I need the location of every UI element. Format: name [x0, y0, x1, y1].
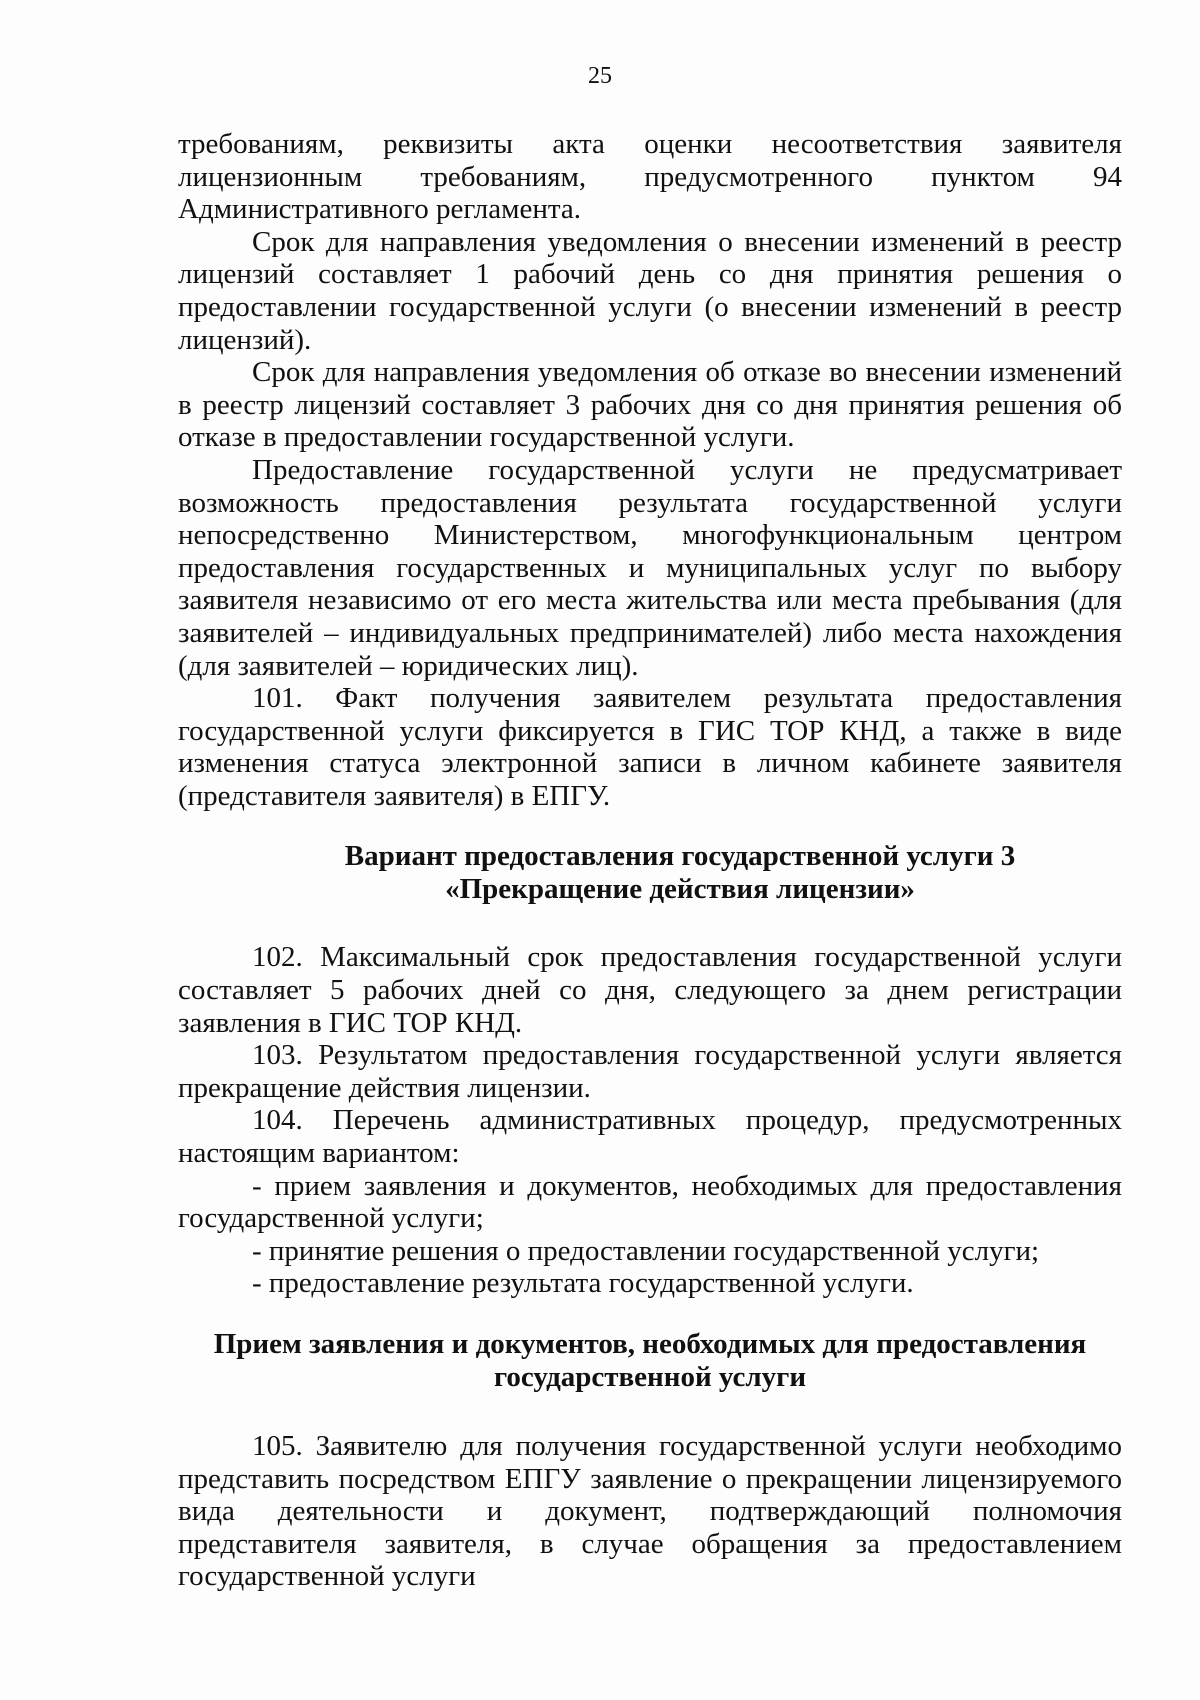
paragraph-102: 102. Максимальный срок предоставления государственной услуги составляет 5 рабочих дней со дня, следующего за днем регистрации заявления в ГИС ТОР КНД.	[178, 941, 1122, 1039]
paragraph-result-delivery: Предоставление государственной услуги не предусматривает возможность предоставления результата государственной услуги непосредственно Министерством, многофункциональным центром предоставления государственных и муниципальных услуг по выбору заявителя независимо от его места жительства или места пребывания (для заявителей – индивидуальных предпринимателей) либо места нахождения (для заявителей – юридических лиц).	[178, 453, 1122, 682]
section-heading-reception	[178, 1328, 1122, 1394]
list-item-procedure-reception: - прием заявления и документов, необходимых для предоставления государственной услуги;	[178, 1169, 1122, 1235]
paragraph-101: 101. Факт получения заявителем результата предоставления государственной услуги фиксируется в ГИС ТОР КНД, а также в виде изменения статуса электронной записи в личном кабинете заявителя (представителя заявителя) в ЕПГУ.	[178, 682, 1122, 812]
document-body	[178, 128, 1122, 1593]
paragraph-103: 103. Результатом предоставления государственной услуги является прекращение действия лицензии.	[178, 1039, 1122, 1104]
section-heading-variant-3	[178, 840, 1122, 906]
paragraph-change-notice-deadline: Срок для направления уведомления о внесении изменений в реестр лицензий составляет 1 рабочий день со дня принятия решения о предоставлении государственной услуги (о внесении изменений в реестр лицензий).	[178, 225, 1122, 356]
section-heading-variant-3-line-2: «Прекращение действия лицензии»	[445, 873, 915, 906]
paragraph-continuation: требованиям, реквизиты акта оценки несоответствия заявителя лицензионным требованиям, предусмотренного пунктом 94 Административного регламента.	[178, 128, 1122, 226]
list-item-procedure-result: - предоставление результата государственной услуги.	[252, 1267, 914, 1300]
section-heading-reception-line-1: Прием заявления и документов, необходимых для предоставления	[213, 1328, 1087, 1360]
list-item-procedure-decision: - принятие решения о предоставлении государственной услуги;	[252, 1234, 1040, 1267]
page-number: 25	[588, 63, 612, 89]
paragraph-105: 105. Заявителю для получения государственной услуги необходимо представить посредством ЕПГУ заявление о прекращении лицензируемого вида деятельности и документ, подтверждающий полномочия представителя заявителя, в случае обращения за предоставлением государственной услуги	[178, 1430, 1122, 1593]
section-heading-variant-3-line-1: Вариант предоставления государственной услуги 3	[344, 840, 1016, 873]
paragraph-104: 104. Перечень административных процедур, предусмотренных настоящим вариантом:	[178, 1104, 1122, 1170]
section-heading-reception-line-2: государственной услуги	[493, 1361, 807, 1393]
paragraph-refusal-notice-deadline: Срок для направления уведомления об отказе во внесении изменений в реестр лицензий составляет 3 рабочих дня со дня принятия решения об отказе в предоставлении государственной услуги.	[178, 356, 1122, 454]
